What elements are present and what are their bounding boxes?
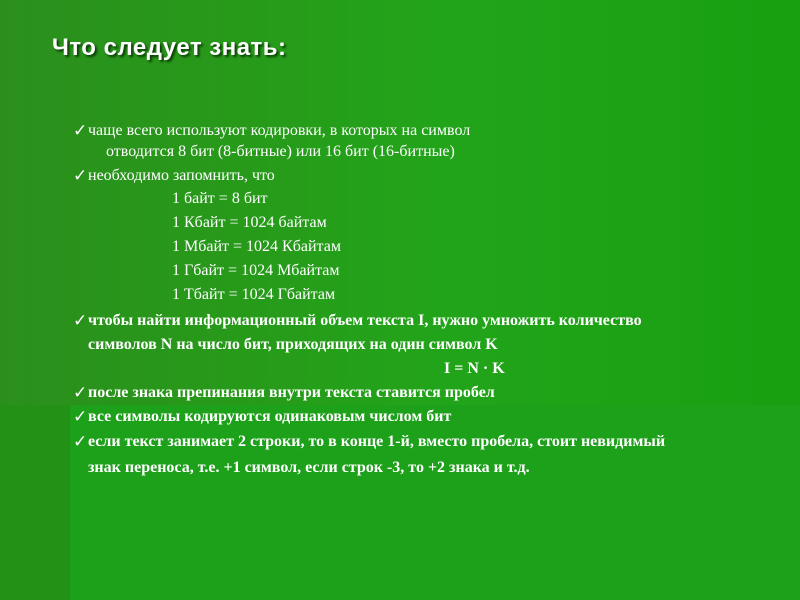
unit-equation: 1 Мбайт = 1024 Кбайтам [172,238,341,255]
unit-equation: 1 байт = 8 бит [172,190,268,207]
bullet-text-continuation: знак переноса, т.е. +1 символ, если строк -3, то +2 знака и т.д. [88,459,530,476]
slide-title: Что следует знать: [52,34,287,61]
check-mark-icon: ✓ [73,166,88,186]
unit-equation: 1 Тбайт = 1024 Гбайтам [172,286,336,303]
background-left-block [0,405,70,600]
bullet-text-continuation: символов N на число бит, приходящих на один символ K [88,336,498,353]
bullet-text: все символы кодируются одинаковым числом бит [88,408,452,425]
check-mark-icon: ✓ [73,311,88,331]
check-mark-icon: ✓ [73,432,88,452]
check-mark-icon: ✓ [73,121,88,141]
unit-equation: 1 Гбайт = 1024 Мбайтам [172,262,340,279]
bullet-text: чаще всего используют кодировки, в которых на символ [88,122,471,139]
unit-equation: 1 Кбайт = 1024 байтам [172,214,327,231]
bullet-text: необходимо запомнить, что [88,167,275,184]
bullet-text: если текст занимает 2 строки, то в конце 1-й, вместо пробела, стоит невидимый [88,433,666,450]
check-mark-icon: ✓ [73,407,88,427]
formula: I = N · K [444,360,505,377]
bullet-text: чтобы найти информационный объем текста I, нужно умножить количество [88,312,642,329]
bullet-text-continuation: отводится 8 бит (8-битные) или 16 бит (16-битные) [106,143,455,160]
check-mark-icon: ✓ [73,383,88,403]
bullet-text: после знака препинания внутри текста ставится пробел [88,384,495,401]
